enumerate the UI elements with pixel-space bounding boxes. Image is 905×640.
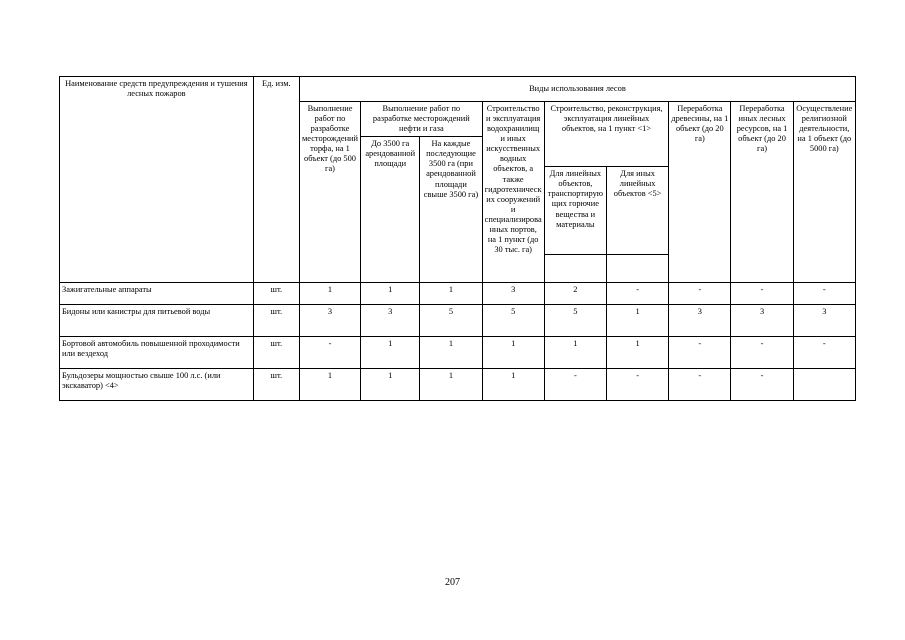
header-linear-sub1-spacer <box>544 255 606 283</box>
page-number: 207 <box>445 577 460 588</box>
header-reservoirs: Строительство и эксплуатация водохранилищ и иных искусственных водных объектов, а также гидротехнических сооружений и специализированных портов, на 1 пункт (до 30 тыс. га) <box>482 102 544 283</box>
row-value: - <box>544 369 606 401</box>
document-sheet <box>59 76 856 401</box>
row-name: Бортовой автомобиль повышенной проходимости или вездеход <box>60 337 254 369</box>
table-row <box>60 305 856 337</box>
row-value: - <box>731 337 793 369</box>
row-value: 5 <box>420 305 482 337</box>
row-name: Зажигательные аппараты <box>60 283 254 305</box>
header-unit-cell: Ед. изм. <box>253 77 299 283</box>
header-linear-sub2: Для иных линейных объектов <5> <box>606 167 668 255</box>
row-value: 1 <box>420 283 482 305</box>
row-value: 1 <box>544 337 606 369</box>
row-value: - <box>793 283 855 305</box>
header-linear: Строительство, реконструкция, эксплуатация линейных объектов, на 1 пункт <1> <box>544 102 668 167</box>
header-peat: Выполнение работ по разработке месторождений торфа, на 1 объект (до 500 га) <box>299 102 360 283</box>
row-value: - <box>606 369 668 401</box>
header-wood: Переработка древесины, на 1 объект (до 20 га) <box>669 102 731 283</box>
row-value: - <box>731 283 793 305</box>
table-row <box>60 283 856 305</box>
row-value: 1 <box>361 369 420 401</box>
row-unit: шт. <box>253 369 299 401</box>
header-oilgas: Выполнение работ по разработке месторождений нефти и газа <box>361 102 482 137</box>
row-value: - <box>606 283 668 305</box>
header-name-cell: Наименование средств предупреждения и тушения лесных пожаров <box>60 77 254 283</box>
table-row <box>60 337 856 369</box>
row-value: 1 <box>606 305 668 337</box>
row-value: 3 <box>793 305 855 337</box>
row-value: 3 <box>731 305 793 337</box>
row-value: 1 <box>361 283 420 305</box>
header-other-resources: Переработка иных лесных ресурсов, на 1 объект (до 20 га) <box>731 102 793 283</box>
row-value: - <box>731 369 793 401</box>
header-religious: Осуществление религиозной деятельности, на 1 объект (до 5000 га) <box>793 102 855 283</box>
row-value: 1 <box>420 369 482 401</box>
row-value: 1 <box>299 283 360 305</box>
forest-fire-equipment-table <box>59 76 856 401</box>
row-value <box>793 369 855 401</box>
header-linear-sub2-spacer <box>606 255 668 283</box>
row-value: - <box>793 337 855 369</box>
row-value: - <box>669 337 731 369</box>
row-unit: шт. <box>253 337 299 369</box>
row-value: 2 <box>544 283 606 305</box>
row-value: 1 <box>420 337 482 369</box>
row-value: - <box>669 369 731 401</box>
row-unit: шт. <box>253 283 299 305</box>
row-name: Бидоны или канистры для питьевой воды <box>60 305 254 337</box>
row-value: - <box>299 337 360 369</box>
row-value: 5 <box>544 305 606 337</box>
row-value: 3 <box>669 305 731 337</box>
row-value: 1 <box>482 337 544 369</box>
row-value: 3 <box>361 305 420 337</box>
row-name: Бульдозеры мощностью свыше 100 л.с. (или экскаватор) <4> <box>60 369 254 401</box>
header-row-1 <box>60 77 856 102</box>
header-forest-use-group: Виды использования лесов <box>299 77 855 102</box>
row-value: 1 <box>482 369 544 401</box>
header-oilgas-sub1: До 3500 га арендованной площади <box>361 137 420 283</box>
row-value: 1 <box>299 369 360 401</box>
header-linear-sub1: Для линейных объектов, транспортирующих горючие вещества и материалы <box>544 167 606 255</box>
row-value: - <box>669 283 731 305</box>
row-value: 1 <box>606 337 668 369</box>
header-oilgas-sub2: На каждые последующие 3500 га (при арендованной площади свыше 3500 га) <box>420 137 482 283</box>
row-value: 3 <box>482 283 544 305</box>
row-value: 1 <box>361 337 420 369</box>
row-value: 5 <box>482 305 544 337</box>
row-unit: шт. <box>253 305 299 337</box>
row-value: 3 <box>299 305 360 337</box>
table-row <box>60 369 856 401</box>
